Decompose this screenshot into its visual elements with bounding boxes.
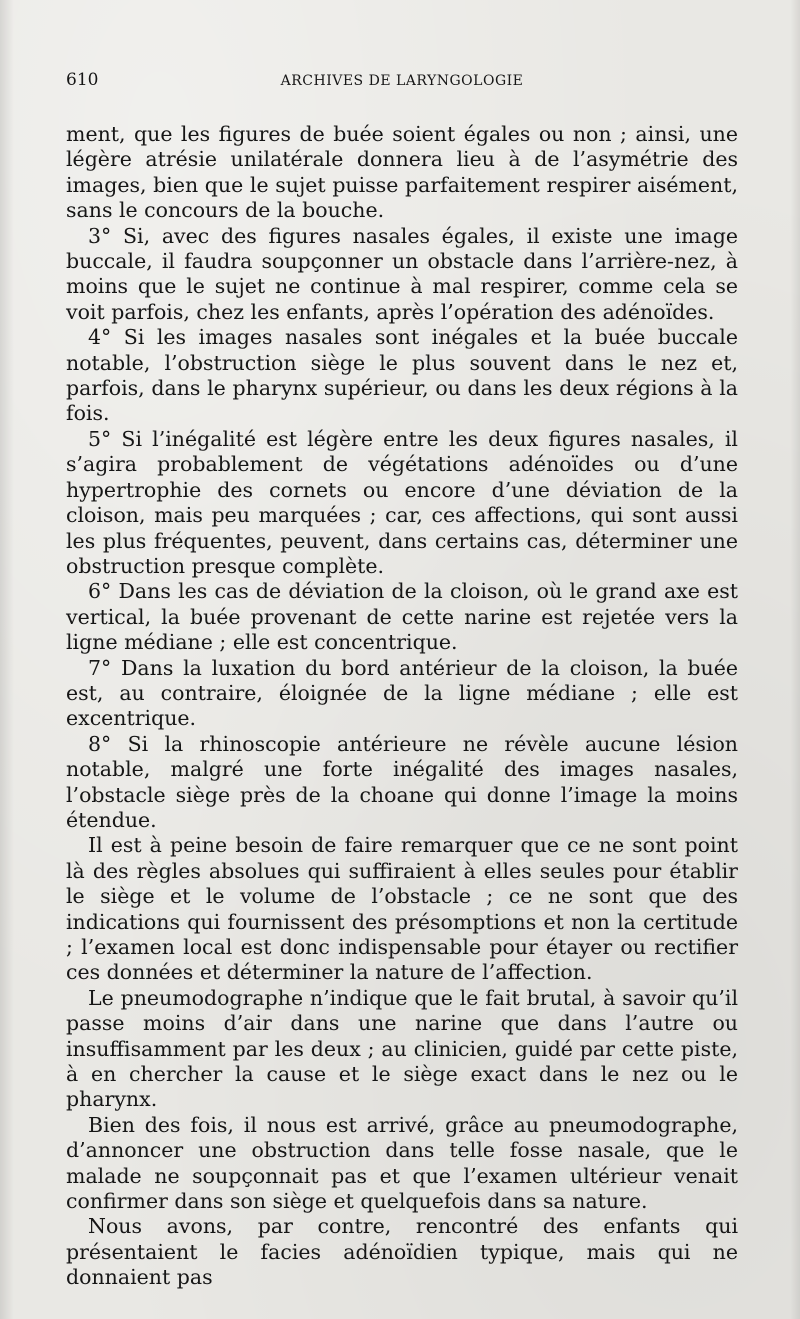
- paragraph-rule-4: 4° Si les images nasales sont inégales et la buée buccale notable, l’obstruction siège le plus souvent dans le nez et, parfois, dans le pharynx supérieur, ou dans les deux régions à la fois.: [66, 325, 738, 426]
- page-header: [66, 70, 738, 100]
- paragraph-experience: Bien des fois, il nous est arrivé, grâce au pneumodographe, d’annoncer une obstruction dans telle fosse nasale, que le malade ne soupçonnait pas et que l’examen ultérieur venait confirmer dans son siège et quelquefois dans sa nature.: [66, 1112, 738, 1214]
- running-title: ARCHIVES DE LARYNGOLOGIE: [280, 73, 524, 89]
- paragraph-rule-5: 5° Si l’inégalité est légère entre les deux figures nasales, il s’agira probablement de végétations adénoïdes ou d’une hypertrophie des cornets ou encore d’une déviation de la cloison, mais peu marquées ; car, ces affections, qui sont aussi les plus fréquentes, peuvent, dans certains cas, déterminer une obstruction presque complète.: [66, 426, 738, 578]
- page-shadow-right: [790, 0, 800, 1319]
- paragraph-rule-6: 6° Dans les cas de déviation de la cloison, où le grand axe est vertical, la buée provenant de cette narine est rejetée vers la ligne médiane ; elle est concentrique.: [66, 579, 738, 655]
- paragraph-remark: Il est à peine besoin de faire remarquer que ce ne sont point là des règles absolues qui suffiraient à elles seules pour établir le siège et le volume de l’obstacle ; ce ne sont que des indications qui fournissent des présomptions et non la certitude ; l’examen local est donc indispensable pour étayer ou rectifier ces données et déterminer la nature de l’affection.: [66, 833, 738, 985]
- paragraph-rule-7: 7° Dans la luxation du bord antérieur de la cloison, la buée est, au contraire, éloignée de la ligne médiane ; elle est excentrique.: [66, 655, 738, 731]
- body-text: [66, 122, 738, 1291]
- page-number: 610: [66, 70, 99, 90]
- paragraph-rule-3: 3° Si, avec des figures nasales égales, il existe une image buccale, il faudra soupçonner un obstacle dans l’arrière-nez, à moins que le sujet ne continue à mal respirer, comme cela se voit parfois, chez les enfants, après l’opération des adénoïdes.: [66, 223, 738, 324]
- paragraph-pneumodograph: Le pneumodographe n’indique que le fait brutal, à savoir qu’il passe moins d’air dans une narine que dans l’autre ou insuffisamment par les deux ; au clinicien, guidé par cette piste, à en chercher la cause et le siège exact dans le nez ou le pharynx.: [66, 985, 738, 1112]
- paragraph-children: Nous avons, par contre, rencontré des enfants qui présentaient le facies adénoïdien typique, mais qui ne donnaient pas: [66, 1214, 738, 1290]
- book-page: [66, 70, 738, 1291]
- paragraph-rule-8: 8° Si la rhinoscopie antérieure ne révèle aucune lésion notable, malgré une forte inégalité des images nasales, l’obstacle siège près de la choane qui donne l’image la moins étendue.: [66, 731, 738, 832]
- page-shadow-left: [0, 0, 14, 1319]
- paragraph-continuation: ment, que les figures de buée soient égales ou non ; ainsi, une légère atrésie unilatérale donnera lieu à de l’asymétrie des images, bien que le sujet puisse parfaitement respirer aisément, sans le concours de la bouche.: [66, 122, 738, 223]
